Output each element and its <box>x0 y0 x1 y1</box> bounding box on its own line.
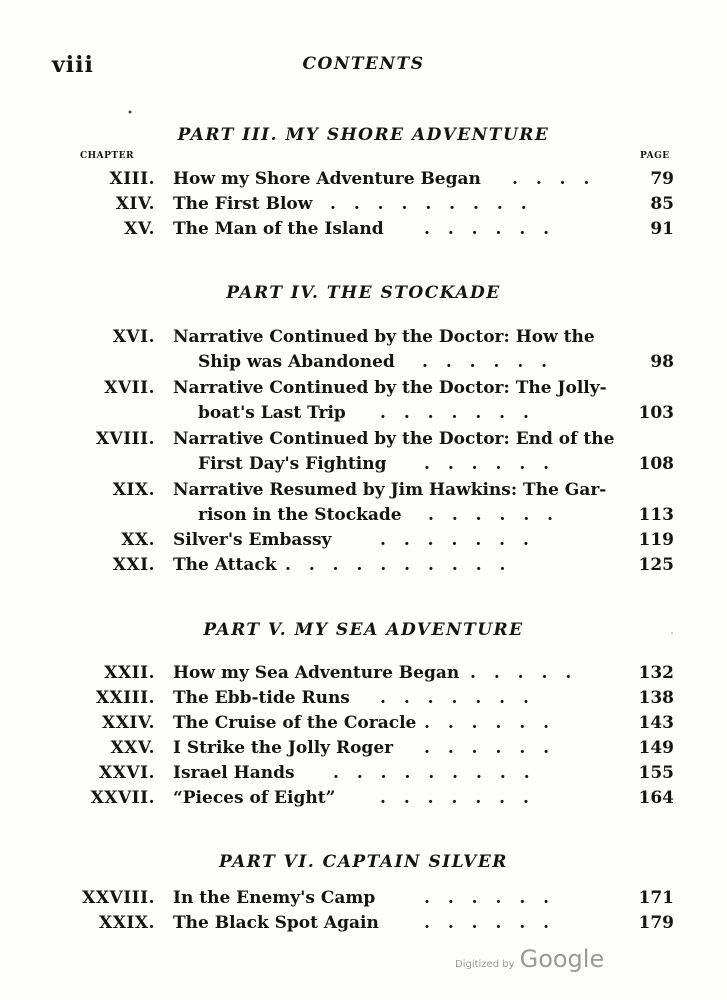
chapter-numeral: XXIV. <box>102 713 155 733</box>
chapter-title: The First Blow <box>173 194 313 214</box>
leader-dots: . . . . . . <box>424 888 556 908</box>
page-ref: 132 <box>638 663 674 683</box>
chapter-title: The Cruise of the Coracle <box>173 713 417 733</box>
page-ref: 113 <box>638 505 674 525</box>
chapter-title: The Black Spot Again <box>173 913 379 933</box>
page-ref: 108 <box>638 454 674 474</box>
chapter-title-continued: rison in the Stockade <box>198 505 402 525</box>
chapter-title-continued: boat's Last Trip <box>198 403 346 423</box>
chapter-title: In the Enemy's Camp <box>173 888 376 908</box>
chapter-numeral: XVI. <box>112 327 155 347</box>
leader-dots: . . . . . . <box>422 352 554 372</box>
chapter-numeral: XXIII. <box>95 688 155 708</box>
leader-dots: . . . . . . <box>424 738 556 758</box>
chapter-numeral: XV. <box>124 219 155 239</box>
page-ref: 119 <box>638 530 674 550</box>
chapter-title: Israel Hands <box>173 763 295 783</box>
google-logo: Google <box>519 945 605 973</box>
page-ref: 85 <box>650 194 674 214</box>
leader-dots: . . . . . . . . . <box>330 194 533 214</box>
chapter-title-continued: Ship was Abandoned <box>198 352 395 372</box>
chapter-numeral: XVII. <box>104 378 155 398</box>
leader-dots: . . . . . . . <box>380 688 535 708</box>
chapter-title: I Strike the Jolly Roger <box>173 738 394 758</box>
chapter-numeral: XXII. <box>104 663 155 683</box>
chapter-numeral: XIII. <box>109 169 155 189</box>
chapter-numeral: XXIX. <box>99 913 155 933</box>
leader-dots: . . . . . . . <box>380 788 535 808</box>
chapter-title: How my Shore Adventure Began <box>173 169 481 189</box>
page-ref: 125 <box>638 555 674 575</box>
chapter-title: The Man of the Island <box>173 219 384 239</box>
page-ref: 103 <box>638 403 674 423</box>
watermark-prefix: Digitized by <box>455 959 515 970</box>
page-number: viii <box>52 52 94 78</box>
chapter-title: Silver's Embassy <box>173 530 332 550</box>
leader-dots: . . . . . . . . . <box>333 763 536 783</box>
chapter-title: “Pieces of Eight” <box>173 788 336 808</box>
chapter-title: Narrative Continued by the Doctor: The Jolly- <box>173 378 607 398</box>
chapter-title: Narrative Continued by the Doctor: How the <box>173 327 595 347</box>
leader-dots: . . . . . . . <box>380 403 535 423</box>
part-heading: PART VI. CAPTAIN SILVER <box>219 852 508 872</box>
chapter-numeral: XIV. <box>115 194 155 214</box>
leader-dots: . . . . . <box>470 663 578 683</box>
page-ref: 138 <box>638 688 674 708</box>
leader-dots: . . . . . . <box>428 505 560 525</box>
leader-dots: . . . . . . . <box>380 530 535 550</box>
page-ref: 155 <box>638 763 674 783</box>
leader-dots: . . . . . . <box>424 713 556 733</box>
chapter-numeral: XIX. <box>112 480 155 500</box>
part-heading: PART III. MY SHORE ADVENTURE <box>177 125 550 145</box>
leader-dots: . . . . . . <box>424 454 556 474</box>
leader-dots: . . . . . . <box>424 913 556 933</box>
page-ref: 143 <box>638 713 674 733</box>
chapter-title-continued: First Day's Fighting <box>198 454 387 474</box>
chapter-title: Narrative Resumed by Jim Hawkins: The Gar- <box>173 480 607 500</box>
chapter-title: How my Sea Adventure Began <box>173 663 460 683</box>
chapter-numeral: XXV. <box>110 738 155 758</box>
chapter-numeral: XXVII. <box>90 788 155 808</box>
part-heading: PART V. MY SEA ADVENTURE <box>203 620 524 640</box>
chapter-numeral: XXVIII. <box>82 888 155 908</box>
chapter-title: Narrative Continued by the Doctor: End of the <box>173 429 615 449</box>
chapter-numeral: XX. <box>121 530 155 550</box>
page-column-label: PAGE <box>640 151 670 161</box>
running-title: CONTENTS <box>302 54 425 74</box>
page-ref: 179 <box>638 913 674 933</box>
page-ref: 98 <box>650 352 674 372</box>
page-ref: 149 <box>638 738 674 758</box>
part-heading: PART IV. THE STOCKADE <box>226 283 501 303</box>
chapter-numeral: XXVI. <box>99 763 155 783</box>
chapter-column-label: CHAPTER <box>80 151 134 161</box>
page-ref: 79 <box>650 169 674 189</box>
leader-dots: . . . . . . <box>424 219 556 239</box>
page-ref: 164 <box>638 788 674 808</box>
leader-dots: . . . . . . . . . . <box>285 555 512 575</box>
page-ref: 171 <box>638 888 674 908</box>
leader-dots: . . . . <box>512 169 596 189</box>
chapter-numeral: XXI. <box>112 555 155 575</box>
chapter-title: The Ebb-tide Runs <box>173 688 350 708</box>
page-ref: 91 <box>650 219 674 239</box>
chapter-title: The Attack <box>173 555 277 575</box>
chapter-numeral: XVIII. <box>95 429 155 449</box>
